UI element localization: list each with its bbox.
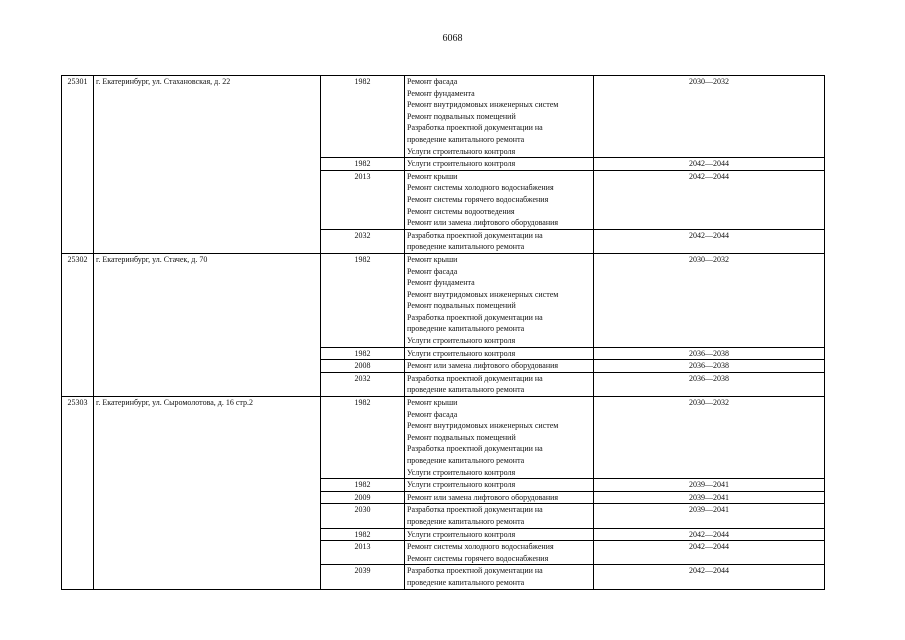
work-types xyxy=(405,372,594,396)
commission-year: 2008 xyxy=(321,360,405,373)
work-item: Ремонт внутридомовых инженерных систем xyxy=(407,289,559,299)
work-item: Услуги строительного контроля xyxy=(407,467,516,477)
repair-period: 2042—2044 xyxy=(594,158,825,171)
commission-year: 1982 xyxy=(321,528,405,541)
work-item: Ремонт системы горячего водоснабжения xyxy=(407,194,549,204)
repair-schedule-table xyxy=(61,75,825,590)
work-types xyxy=(405,541,594,565)
work-item: Ремонт или замена лифтового оборудования xyxy=(407,361,559,371)
commission-year: 1982 xyxy=(321,76,405,158)
work-item: проведение капитального ремонта xyxy=(407,242,525,252)
work-types xyxy=(405,158,594,171)
work-item: Разработка проектной документации на xyxy=(407,123,543,133)
work-types xyxy=(405,347,594,360)
work-item: Разработка проектной документации на xyxy=(407,444,543,454)
work-item: Ремонт фундамента xyxy=(407,88,475,98)
repair-period: 2042—2044 xyxy=(594,565,825,589)
work-item: Ремонт подвальных помещений xyxy=(407,301,516,311)
work-types xyxy=(405,229,594,253)
work-item: Услуги строительного контроля xyxy=(407,348,516,358)
repair-period: 2042—2044 xyxy=(594,229,825,253)
work-types xyxy=(405,170,594,229)
work-types xyxy=(405,397,594,479)
work-item: Ремонт системы холодного водоснабжения xyxy=(407,542,554,552)
work-item: Услуги строительного контроля xyxy=(407,529,516,539)
commission-year: 1982 xyxy=(321,158,405,171)
work-item: проведение капитального ремонта xyxy=(407,577,525,587)
commission-year: 2009 xyxy=(321,491,405,504)
commission-year: 1982 xyxy=(321,253,405,347)
work-item: проведение капитального ремонта xyxy=(407,134,525,144)
work-item: Ремонт или замена лифтового оборудования xyxy=(407,218,559,228)
repair-period: 2042—2044 xyxy=(594,528,825,541)
work-item: Ремонт крыши xyxy=(407,171,458,181)
repair-period: 2039—2041 xyxy=(594,479,825,492)
commission-year: 2039 xyxy=(321,565,405,589)
building-number: 25303 xyxy=(62,397,94,590)
work-types xyxy=(405,360,594,373)
table-row xyxy=(62,76,825,158)
repair-period: 2039—2041 xyxy=(594,491,825,504)
work-item: Ремонт фасада xyxy=(407,409,458,419)
commission-year: 2032 xyxy=(321,229,405,253)
building-number: 25302 xyxy=(62,253,94,396)
work-item: Ремонт крыши xyxy=(407,398,458,408)
work-types xyxy=(405,253,594,347)
commission-year: 2013 xyxy=(321,170,405,229)
commission-year: 2030 xyxy=(321,504,405,528)
commission-year: 1982 xyxy=(321,347,405,360)
work-item: Разработка проектной документации на xyxy=(407,505,543,515)
work-item: Ремонт фасада xyxy=(407,266,458,276)
work-item: проведение капитального ремонта xyxy=(407,385,525,395)
work-item: проведение капитального ремонта xyxy=(407,456,525,465)
repair-period: 2036—2038 xyxy=(594,360,825,373)
commission-year: 2032 xyxy=(321,372,405,396)
work-item: Разработка проектной документации на xyxy=(407,230,543,240)
work-item: Разработка проектной документации на xyxy=(407,373,543,383)
work-item: Ремонт подвальных помещений xyxy=(407,111,516,121)
work-types xyxy=(405,76,594,158)
commission-year: 2013 xyxy=(321,541,405,565)
work-item: проведение капитального ремонта xyxy=(407,324,525,334)
work-item: Услуги строительного контроля xyxy=(407,336,516,346)
repair-period: 2030—2032 xyxy=(594,397,825,479)
work-types xyxy=(405,504,594,528)
building-address: г. Екатеринбург, ул. Стачек, д. 70 xyxy=(94,253,321,396)
work-item: Услуги строительного контроля xyxy=(407,146,516,156)
building-address: г. Екатеринбург, ул. Сыромолотова, д. 16 стр.2 xyxy=(94,397,321,590)
table-row xyxy=(62,253,825,347)
work-item: Ремонт фундамента xyxy=(407,278,475,288)
building-number: 25301 xyxy=(62,76,94,254)
work-item: Ремонт системы холодного водоснабжения xyxy=(407,183,554,193)
building-address: г. Екатеринбург, ул. Стахановская, д. 22 xyxy=(94,76,321,254)
repair-period: 2030—2032 xyxy=(594,253,825,347)
repair-period: 2030—2032 xyxy=(594,76,825,158)
work-types xyxy=(405,479,594,492)
repair-period: 2036—2038 xyxy=(594,347,825,360)
work-item: Ремонт фасада xyxy=(407,77,458,86)
work-item: проведение капитального ремонта xyxy=(407,516,525,526)
work-item: Ремонт подвальных помещений xyxy=(407,432,516,442)
commission-year: 1982 xyxy=(321,479,405,492)
work-item: Ремонт крыши xyxy=(407,254,458,264)
repair-period: 2036—2038 xyxy=(594,372,825,396)
work-item: Ремонт системы горячего водоснабжения xyxy=(407,553,549,563)
work-item: Разработка проектной документации на xyxy=(407,566,543,576)
work-types xyxy=(405,491,594,504)
repair-period: 2042—2044 xyxy=(594,170,825,229)
table-row xyxy=(62,397,825,479)
commission-year: 1982 xyxy=(321,397,405,479)
work-types xyxy=(405,528,594,541)
work-item: Услуги строительного контроля xyxy=(407,159,516,169)
page-number: 6068 xyxy=(442,33,463,44)
work-item: Ремонт системы водоотведения xyxy=(407,206,515,216)
work-item: Ремонт или замена лифтового оборудования xyxy=(407,492,559,502)
work-item: Разработка проектной документации на xyxy=(407,312,543,322)
repair-period: 2042—2044 xyxy=(594,541,825,565)
work-types xyxy=(405,565,594,589)
work-item: Ремонт внутридомовых инженерных систем xyxy=(407,100,559,110)
work-item: Услуги строительного контроля xyxy=(407,480,516,490)
work-item: Ремонт внутридомовых инженерных систем xyxy=(407,421,559,431)
repair-period: 2039—2041 xyxy=(594,504,825,528)
